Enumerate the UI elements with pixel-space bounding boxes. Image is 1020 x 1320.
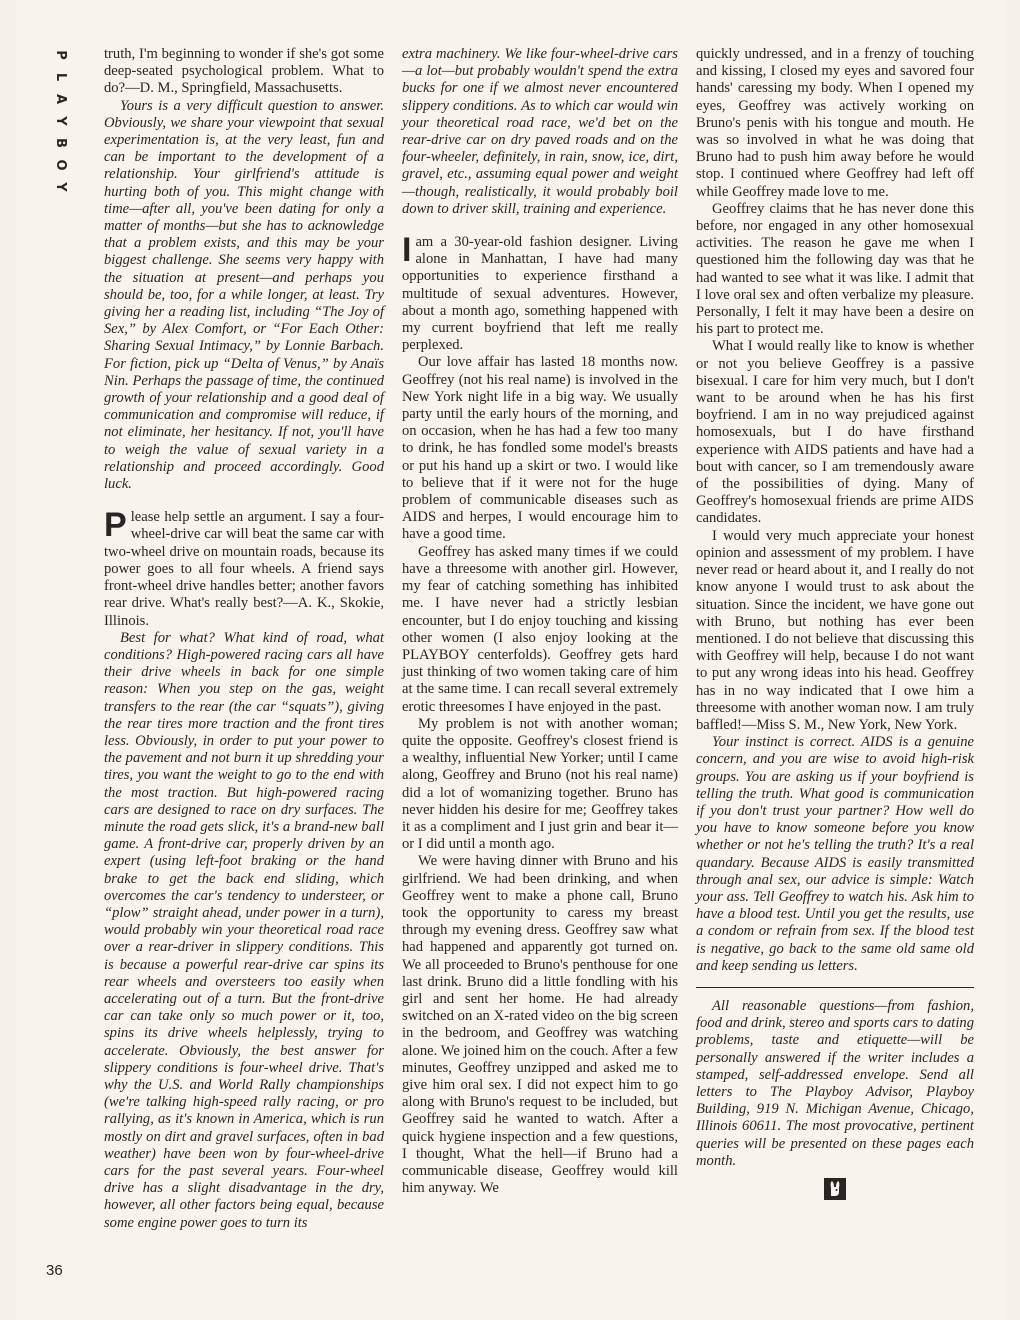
running-header (50, 44, 70, 198)
letter-text: lease help settle an argument. I say a four-wheel-drive car will beat the same car with two-wheel drive on mountain roads, because its power goes to all four wheels. A friend says front-wheel drive handles better; another favors rear drive. What's really best?—A. K., Skokie, Illinois. (104, 509, 384, 629)
rabbit-head-logo-icon (824, 1178, 846, 1200)
letter-paragraph (104, 506, 384, 629)
letter-paragraph: quickly undressed, and in a frenzy of touching and kissing, I closed my eyes and savored four hands' caressing my body. When I opened my eyes, Geoffrey was actively working on Bruno's penis with his tongue and mouth. He was so involved in what he was doing that Bruno had to push him away before he would stop. I continued where Geoffrey had left off while Geoffrey made love to me. (696, 46, 974, 200)
column-1 (104, 46, 384, 1232)
runner-letter: A (53, 93, 68, 105)
column-2 (402, 46, 678, 1197)
runner-letter: Y (53, 182, 68, 192)
runner-letter: O (53, 159, 68, 171)
answer-paragraph: Yours is a very difficult question to answer. Obviously, we share your viewpoint that sexual experimentation is, at the very least, fun and can be important to the development of a relationship. Your girlfriend's attitude is hurting both of you. This might change with time—after all, you've been dating for only a matter of months—but she has to acknowledge that a problem exists, and this may be your biggest challenge. She seems very happy with the situation at present—and perhaps you should be, too, for a while longer, at least. Try giving her a reading list, including “The Joy of Sex,” by Alex Comfort, or “For Each Other: Sharing Sexual Intimacy,” by Lonnie Barbach. For fiction, pick up “Delta of Venus,” by Anaïs Nin. Perhaps the passage of time, the continued growth of your relationship and a good deal of communication and compromise will reduce, if not eliminate, her hesitancy. If not, you'll have to weigh the value of sexual variety in a relationship and proceed accordingly. Good luck. (104, 97, 384, 493)
letter-paragraph: My problem is not with another woman; quite the opposite. Geoffrey's closest friend is a wealthy, influential New Yorker; until I came along, Geoffrey and Bruno (not his real name) did a lot of womanizing together. Bruno has never hidden his desire for me; Geoffrey takes it as a compliment and I just grin and bear it—or I did until a month ago. (402, 715, 678, 853)
runner-letter: L (53, 72, 68, 82)
letter-paragraph: What I would really like to know is whether or not you believe Geoffrey is a passive bisexual. I care for him very much, but I don't want to be around when he has his first boyfriend. I am in no way prejudiced against homosexuals, but I do have firsthand experience with AIDS patients and have had a bout with cancer, so I am tremendously aware of the possibilities of dying. Many of Geoffrey's homosexual friends are prime AIDS candidates. (696, 338, 974, 527)
column-3 (696, 46, 974, 1200)
letter-paragraph: I would very much appreciate your honest opinion and assessment of my problem. I have never read or heard about it, and I really do not know anyone I would trust to ask about the situation. Since the incident, we have gone out with Bruno, but nothing has ever been mentioned. I do not believe that discussing this with Geoffrey will help, because I do not want to put any wrong ideas into his head. Geoffrey has in no way indicated that I owe him a threesome with another woman now. I am truly baffled!—Miss S. M., New York, New York. (696, 527, 974, 733)
divider-rule (696, 987, 974, 988)
answer-paragraph: extra machinery. We like four-wheel-drive cars—a lot—but probably wouldn't spend the extra bucks for one if we almost never encountered slippery conditions. As to which car would win your theoretical road race, we'd bet on the rear-drive car on dry paved roads and on the four-wheeler, definitely, in rain, snow, ice, dirt, gravel, etc., assuming equal power and weight—though, realistically, it would probably boil down to driver skill, training and experience. (402, 46, 678, 217)
letter-paragraph: Our love affair has lasted 18 months now. Geoffrey (not his real name) is involved in the New York night life in a big way. We usually party until the early hours of the morning, and on occasion, when he has had a few too many to drink, he has fondled some model's breasts or put his hand up a skirt or two. I would like to believe that if it were not for the huge problem of communicable diseases such as AIDS and herpes, I would encourage him to have a good time. (402, 354, 678, 543)
magazine-page (16, 0, 1006, 1320)
page-number: 36 (46, 1262, 63, 1279)
runner-letter: P (53, 50, 68, 60)
letter-paragraph: truth, I'm beginning to wonder if she's got some deep-seated psychological problem. What to do?—D. M., Springfield, Massachusetts. (104, 46, 384, 97)
letter-paragraph: Geoffrey has asked many times if we could have a threesome with another girl. However, my fear of catching something has inhibited me. I have never had a strictly lesbian encounter, but I do enjoy touching and kissing other women (I also enjoy looking at the PLAYBOY centerfolds). Geoffrey gets hard just thinking of two women taking care of him at the same time. I can recall several extremely erotic threesomes I have enjoyed in the past. (402, 543, 678, 715)
runner-letter: B (53, 138, 68, 148)
answer-paragraph: Your instinct is correct. AIDS is a genuine concern, and you are wise to avoid high-risk groups. You are asking us if your boyfriend is telling the truth. What good is communication if you don't trust your partner? How well do you have to know someone before you know whether or not he's telling the truth? It's a real quandary. Because AIDS is easily transmitted through anal sex, our advice is simple: Watch your ass. Tell Geoffrey to watch his. Ask him to have a blood test. Until you get the results, use a condom or refrain from sex. If the blood test is negative, go back to the same old same old and keep sending us letters. (696, 734, 974, 974)
drop-cap: I (402, 231, 412, 270)
letter-text: am a 30-year-old fashion designer. Living alone in Manhattan, I have had many opportunities to experience firsthand a multitude of sexual adventures. However, about a month ago, something happened with my current boyfriend that left me really perplexed. (402, 234, 678, 354)
letter-paragraph (402, 231, 678, 354)
answer-paragraph: Best for what? What kind of road, what conditions? High-powered racing cars all have their drive wheels in back for one simple reason: When you step on the gas, weight transfers to the rear (the car “squats”), giving the rear tires more traction and the front tires less. Obviously, in order to put your power to the pavement and not burn it up shredding your tires, you want the weight to go to the end with the most traction. But high-powered racing cars are designed to race on dry surfaces. The minute the road gets slick, it's a brand-new ball game. A front-drive car, properly driven by an expert (using left-foot braking or the hand brake to get the back end sliding, which overcomes the car's tendency to understeer, or “plow” straight ahead, under power in a turn), would probably win your theoretical road race over a rear-driver in slippery conditions. This is because a powerful rear-drive car spins its rear wheels and oversteers too easily when accelerating out of a turn. But the front-drive car can take only so much power or it, too, spins its drive wheels helplessly, trying to accelerate. Obviously, the best answer for slippery conditions is four-wheel drive. That's why the U.S. and World Rally championships (we're talking high-speed rally racing, or pro rallying, as it's known in America, which is run mostly on dirt and gravel surfaces, often in bad weather) have been won by four-wheel-drive cars for the past several years. Four-wheel drive has a slight disadvantage in the dry, however, all other factors being equal, because some engine power goes to turn its (104, 629, 384, 1231)
runner-letter: Y (53, 116, 68, 126)
submission-note: All reasonable questions—from fashion, food and drink, stereo and sports cars to dating problems, taste and etiquette—will be personally answered if the writer includes a stamped, self-addressed envelope. Send all letters to The Playboy Advisor, Playboy Building, 919 N. Michigan Avenue, Chicago, Illinois 60611. The most provocative, pertinent queries will be presented on these pages each month. (696, 997, 974, 1169)
letter-paragraph: We were having dinner with Bruno and his girlfriend. We had been drinking, and when Geoffrey went to make a phone call, Bruno took the opportunity to caress my breast through my evening dress. Geoffrey saw what had happened and apparently got turned on. We all proceeded to Bruno's penthouse for one last drink. Bruno did a little fondling with his girl and sent her home. He had already switched on an X-rated video on the big screen in the bedroom, and Geoffrey was watching alone. We joined him on the couch. After a few minutes, Geoffrey unzipped and asked me to give him oral sex. I did not expect him to go along with Bruno's request to be included, but Geoffrey said he wanted to watch. After a quick hygiene inspection and a few questions, I thought, What the hell—if Bruno had a communicable disease, Geoffrey would kill him anyway. We (402, 853, 678, 1197)
drop-cap: P (104, 506, 127, 545)
letter-paragraph: Geoffrey claims that he has never done this before, nor engaged in any other homosexual activities. The reason he gave me when I questioned him the following day was that he had wanted to see what it was like. I admit that I love oral sex and often verbalize my pleasure. Personally, I felt it may have been a desire on his part to protect me. (696, 200, 974, 338)
